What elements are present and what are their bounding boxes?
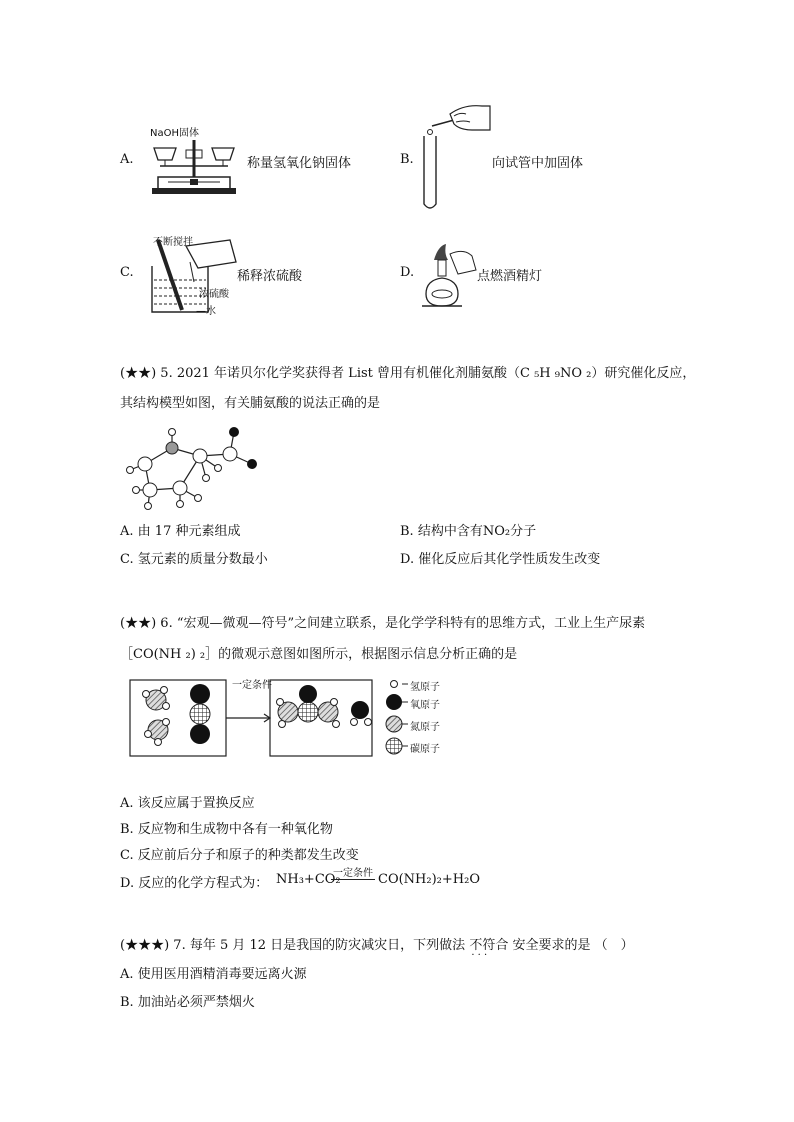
q7-option-b[interactable]: B. 加油站必须严禁烟火: [120, 995, 255, 1010]
option-b-text: 向试管中加固体: [492, 156, 584, 171]
q7-stem-before: 7. 每年 5 月 12 日是我国的防灾减灾日，下列做法: [173, 938, 466, 953]
q5-stem-text-1: 5. 2021 年诺贝尔化学奖获得者 List 曾用有机催化剂脯氨酸（C ₅H ₉NO ₂）研究催化反应，: [160, 366, 696, 381]
q5-stars: (★★): [120, 366, 157, 381]
q7-stem: [120, 934, 634, 953]
alcohol-lamp-illustration: [418, 240, 480, 312]
option-d-text: 点燃酒精灯: [477, 269, 543, 284]
q6-option-b[interactable]: B. 反应物和生成物中各有一种氧化物: [120, 822, 333, 837]
naoh-label: NaOH固体: [150, 128, 199, 139]
option-d-letter: D.: [400, 265, 415, 280]
chemical-equation-left: NH₃+CO₂: [276, 872, 341, 887]
legend-oxygen: 氧原子: [410, 700, 440, 711]
q7-stars: (★★★): [120, 938, 170, 953]
chemical-equation-right: CO(NH₂)₂+H₂O: [378, 872, 480, 887]
chemical-equation-condition: 一定条件: [331, 864, 375, 880]
q5-stem-line2: 其结构模型如图，有关脯氨酸的说法正确的是: [120, 396, 381, 411]
q7-option-a[interactable]: A. 使用医用酒精消毒要远离火源: [120, 967, 307, 982]
legend-nitrogen: 氮原子: [410, 722, 440, 733]
q6-stem-line2: ［CO(NH ₂) ₂］的微观示意图如图所示，根据图示信息分析正确的是: [120, 647, 518, 662]
option-a-text: 称量氢氧化钠固体: [247, 156, 352, 171]
q6-stem-text-1: 6. “宏观—微观—符号”之间建立联系，是化学学科特有的思维方式，工业上生产尿素: [160, 616, 646, 631]
option-c-letter: C.: [120, 265, 134, 280]
proline-structure-model: [120, 418, 270, 518]
legend-carbon: 碳原子: [410, 744, 440, 755]
q6-stars: (★★): [120, 616, 157, 631]
option-a-letter: A.: [120, 152, 134, 167]
option-b-letter: B.: [400, 152, 414, 167]
q6-option-c[interactable]: C. 反应前后分子和原子的种类都发生改变: [120, 848, 359, 863]
option-c-text: 稀释浓硫酸: [237, 269, 303, 284]
q7-stem-after: 安全要求的是 （ ）: [512, 938, 634, 953]
acid-label: 浓硫酸: [199, 289, 229, 300]
q6-stem-line1: [120, 612, 645, 631]
water-label: —水: [196, 306, 216, 317]
q7-emphasis: 不符合 · · ·: [469, 938, 508, 953]
legend-hydrogen: 氢原子: [410, 682, 440, 693]
q5-option-d[interactable]: D. 催化反应后其化学性质发生改变: [400, 552, 601, 567]
q6-option-d[interactable]: D. 反应的化学方程式为：: [120, 876, 269, 891]
q5-option-b[interactable]: B. 结构中含有NO₂分子: [400, 524, 537, 539]
q5-stem-line1: [120, 362, 695, 381]
stir-label: 不断搅拌: [153, 237, 193, 248]
q5-option-a[interactable]: A. 由 17 种元素组成: [120, 524, 241, 539]
test-tube-illustration: [420, 100, 492, 214]
q6-option-a[interactable]: A. 该反应属于置换反应: [120, 796, 255, 811]
q5-option-c[interactable]: C. 氢元素的质量分数最小: [120, 552, 268, 567]
arrow-condition-label: 一定条件: [232, 680, 272, 691]
